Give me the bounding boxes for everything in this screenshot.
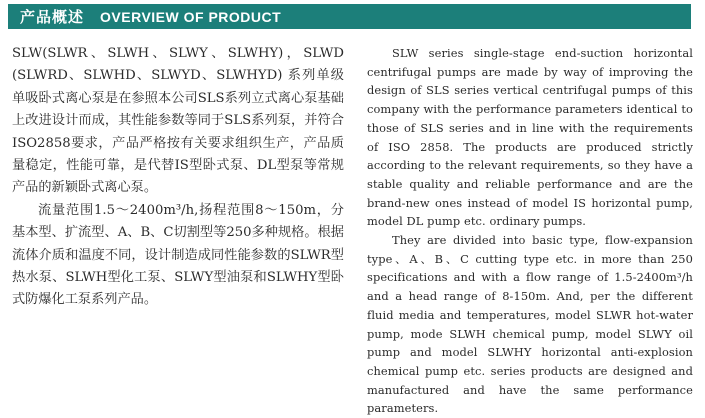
section-header-bar: [8, 4, 691, 29]
chinese-description-column: [12, 43, 344, 312]
chinese-paragraph-1: SLW(SLWR、SLWH、SLWY、SLWHY)，SLWD (SLWRD、SLWHD、SLWYD、SLWHYD) 系列单级单吸卧式离心泵是在参照本公司SLS系列立式离心泵基础上改进设计而成，其性能参数等同于SLS系列泵，并符合ISO2858要求，产品严格按有关要求组织生产，产品质量稳定，性能可靠，是代替IS型卧式泵、DL型泵等常规产品的新颖卧式离心泵。: [12, 46, 344, 196]
english-paragraph-2: They are divided into basic type, flow-expansion type、A、B、C cutting type etc. in more than 250 specifications and with a flow range of 1.5-2400m³/h and a head range of 8-150m. And, per the different fluid media and temperatures, model SLWR hot-water pump, mode SLWH chemical pump, model SLWY oil pump and model SLWHY horizontal anti-explosion chemical pump etc. series products are designed and manufactured and have the same performance parameters.: [367, 233, 693, 416]
section-title-english: OVERVIEW OF PRODUCT: [100, 8, 282, 25]
chinese-paragraph-2: 流量范围1.5～2400m³/h,扬程范围8～150m，分基本型、扩流型、A、B、C切割型等250多种规格。根据流体介质和温度不同，设计制造成同性能参数的SLWR型热水泵、SLWH型化工泵、SLWY型油泵和SLWHY型卧式防爆化工泵系列产品。: [12, 202, 344, 308]
english-description-column: [367, 44, 693, 418]
section-title-chinese: 产品概述: [20, 8, 85, 26]
english-paragraph-1: SLW series single-stage end-suction horizontal centrifugal pumps are made by way of improving the design of SLS series vertical centrifugal pumps of this company with the performance parameters identical to those of SLS series and in line with the requirements of ISO 2858. The products are produced strictly according to the relevant requirements, so they have a stable quality and reliable performance and are the brand-new ones instead of model IS horizontal pump, model DL pump etc. ordinary pumps.: [367, 46, 693, 229]
